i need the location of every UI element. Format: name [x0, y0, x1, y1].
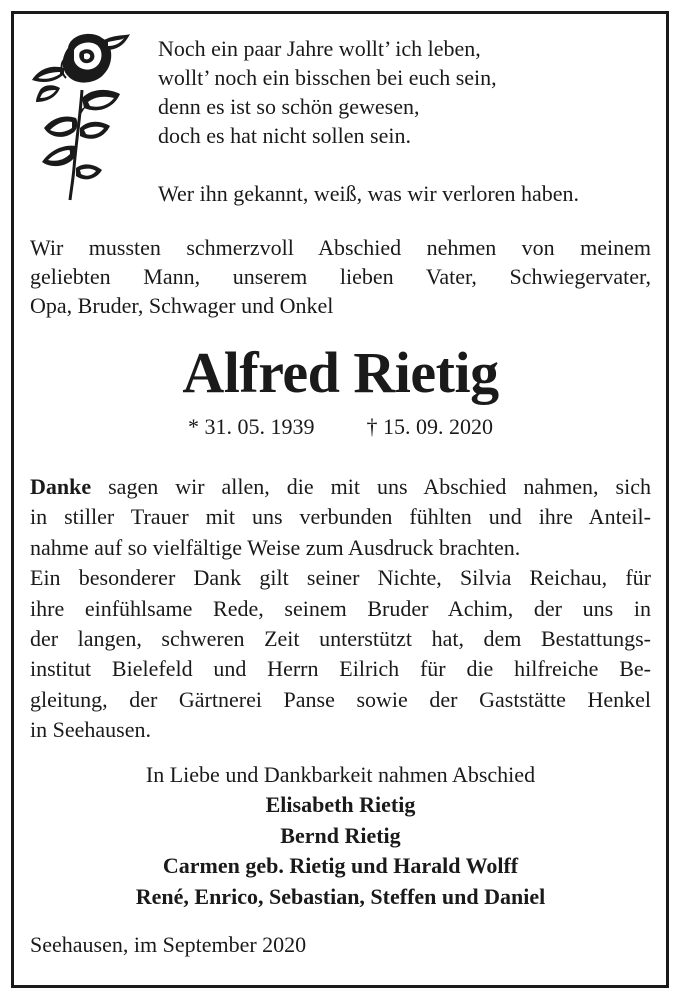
- thanks-line: Ein besonderer Dank gilt seiner Nichte, Silvia Reichau, für: [30, 565, 651, 591]
- poem-line: denn es ist so schön gewesen,: [158, 94, 420, 119]
- intro-text: [30, 233, 651, 320]
- signatory-name: René, Enrico, Sebastian, Steffen und Daniel: [135, 883, 546, 909]
- intro-line: geliebten Mann, unserem lieben Vater, Schwiegervater,: [30, 264, 651, 289]
- thanks-line: gleitung, der Gärtnerei Panse sowie der Gaststätte Henkel: [30, 686, 651, 712]
- death-date: † 15. 09. 2020: [366, 414, 493, 439]
- poem: [158, 34, 658, 208]
- signatories-lead: In Liebe und Dankbarkeit nahmen Abschied: [145, 762, 536, 787]
- signatories: [0, 760, 681, 912]
- thanks-lead-word: Danke: [30, 474, 92, 499]
- poem-line: wollt’ noch ein bisschen bei euch sein,: [158, 65, 497, 90]
- intro-line: Opa, Bruder, Schwager und Onkel: [30, 293, 334, 318]
- rose-illustration-icon: [30, 28, 132, 203]
- thanks-line: der langen, schweren Zeit unterstützt hat, dem Bestattungs-: [30, 626, 651, 652]
- deceased-name: Alfred Rietig: [182, 340, 499, 405]
- thanks-line: in Seehausen.: [30, 717, 151, 743]
- signatory-name: Elisabeth Rietig: [265, 792, 416, 818]
- thanks-line: Danke sagen wir allen, die mit uns Abschied nahmen, sich: [30, 474, 651, 499]
- thanks-line: institut Bielefeld und Herrn Eilrich für die hilfreiche Be-: [30, 656, 651, 682]
- thanks-line: in stiller Trauer mit uns verbunden fühlten und ihre Anteil-: [30, 504, 651, 530]
- place-date: Seehausen, im September 2020: [30, 932, 307, 957]
- poem-line: doch es hat nicht sollen sein.: [158, 123, 411, 148]
- intro-line: Wir mussten schmerzvoll Abschied nehmen von meinem: [30, 235, 651, 260]
- poem-line: Noch ein paar Jahre wollt’ ich leben,: [158, 36, 481, 61]
- poem-closing: Wer ihn gekannt, weiß, was wir verloren haben.: [158, 181, 579, 206]
- signatory-name: Carmen geb. Rietig und Harald Wolff: [162, 853, 519, 879]
- thanks-line: ihre einfühlsame Rede, seinem Bruder Achim, der uns in: [30, 595, 651, 621]
- thanks-text: [30, 472, 651, 746]
- thanks-line: nahme auf so vielfältige Weise zum Ausdruck brachten.: [30, 534, 521, 560]
- signatory-name: Bernd Rietig: [280, 822, 401, 848]
- life-dates: [0, 412, 681, 442]
- birth-date: * 31. 05. 1939: [188, 414, 315, 439]
